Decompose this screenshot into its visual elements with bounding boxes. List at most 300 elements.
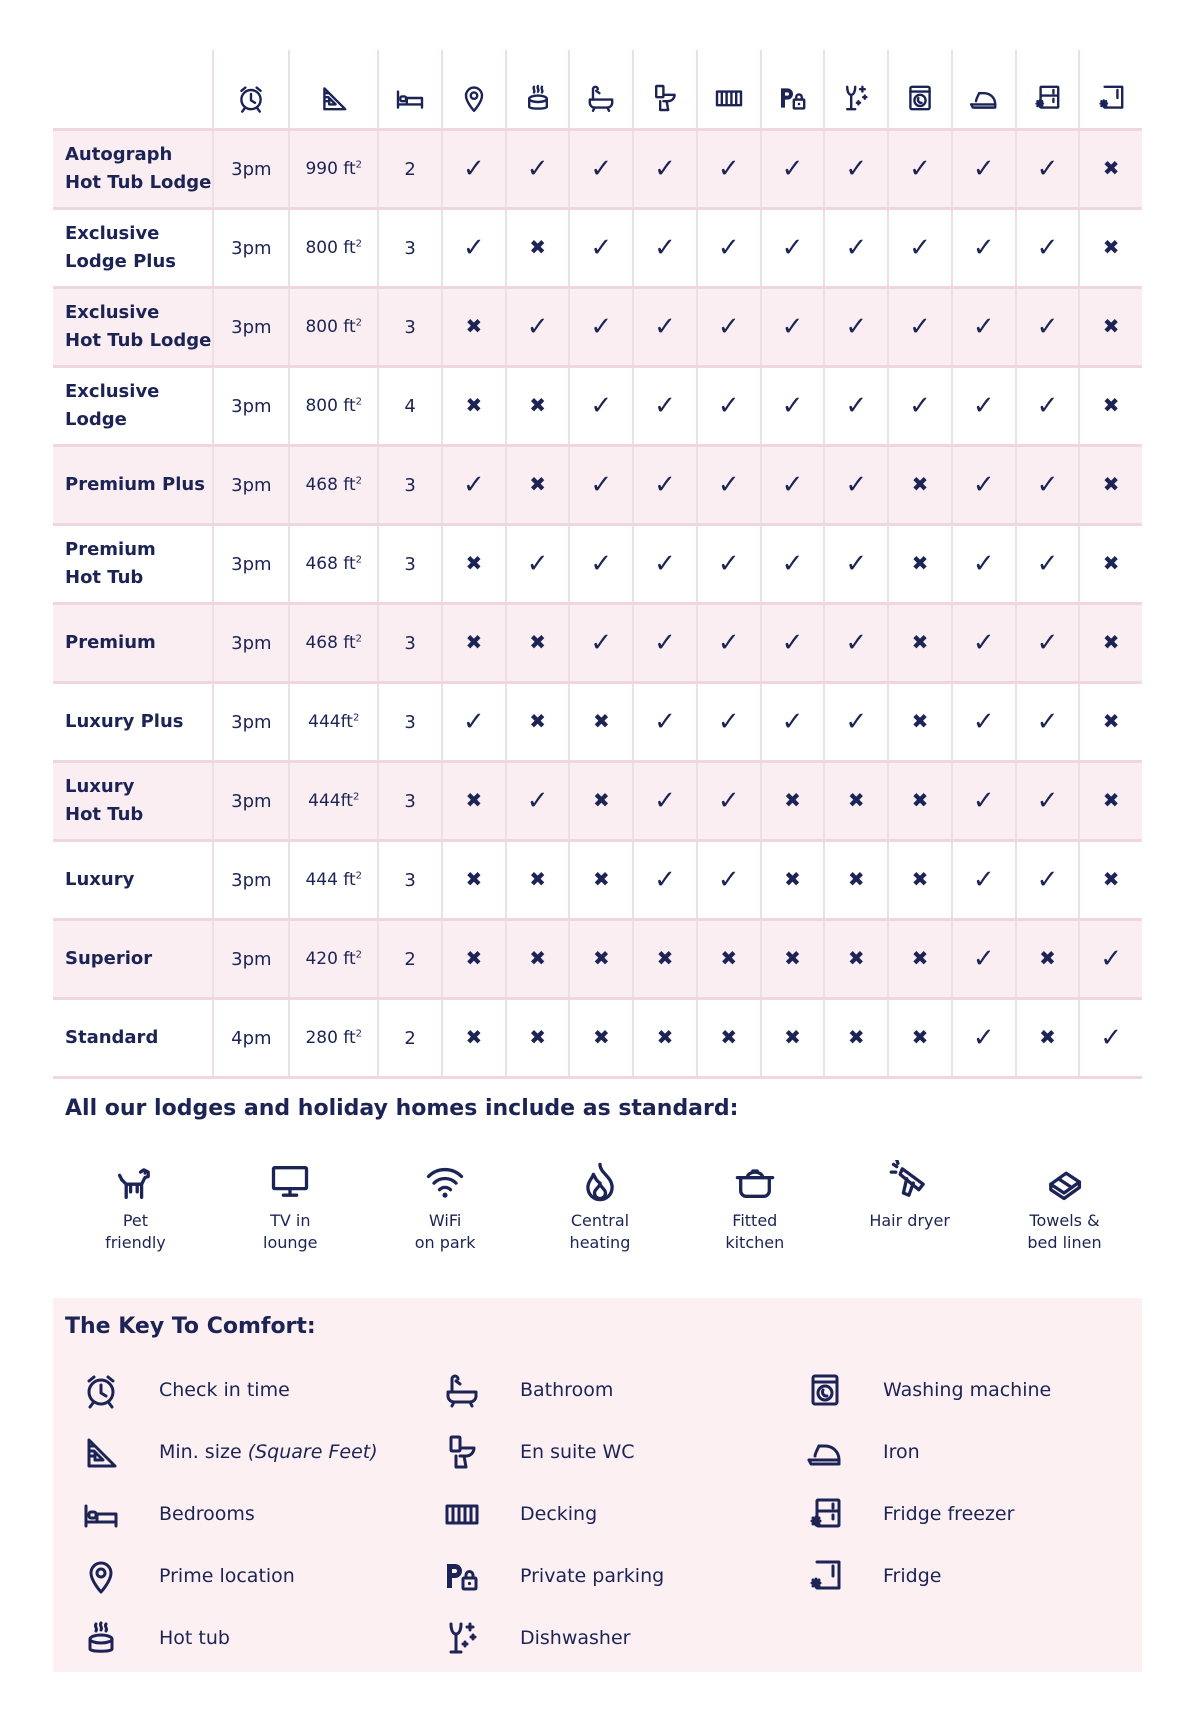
header-private-parking-icon	[761, 50, 825, 130]
feature-cell-fridge-freezer	[1016, 683, 1080, 762]
check-icon: ✓	[845, 470, 868, 500]
check-icon: ✓	[462, 470, 485, 500]
cross-icon: ✖	[465, 630, 483, 654]
key-item-text: Iron	[883, 1441, 920, 1463]
min-size	[289, 367, 378, 446]
standard-feature	[368, 1160, 523, 1254]
feature-cell-dishwasher	[824, 209, 888, 288]
standard-feature	[832, 1160, 987, 1254]
feature-cell-fridge-freezer	[1016, 288, 1080, 367]
feature-cell-dishwasher	[824, 683, 888, 762]
feature-cell-hot-tub	[506, 525, 570, 604]
key-item-text: Fridge	[883, 1565, 942, 1587]
key-item-label	[520, 1503, 597, 1525]
standard-feature	[987, 1160, 1142, 1254]
feature-cell-dishwasher	[824, 762, 888, 841]
standard-feature	[677, 1160, 832, 1254]
standard-feature-label: Hair dryer	[869, 1211, 950, 1230]
size-unit-superscript: 2	[352, 712, 360, 724]
feature-cell-prime-location	[442, 367, 506, 446]
cross-icon: ✖	[1102, 235, 1120, 259]
fridge-freezer-icon	[795, 1494, 855, 1534]
bath-icon	[432, 1370, 492, 1410]
key-item-label	[883, 1379, 1051, 1401]
cross-icon: ✖	[465, 788, 483, 812]
cross-icon: ✖	[1102, 709, 1120, 733]
cross-icon: ✖	[529, 867, 546, 891]
check-icon: ✓	[972, 312, 995, 342]
check-icon: ✓	[654, 549, 676, 579]
feature-cell-en-suite-wc	[633, 683, 697, 762]
feature-cell-fridge	[1079, 130, 1142, 209]
check-icon: ✓	[1036, 233, 1059, 263]
key-item-label	[159, 1627, 230, 1649]
washing-machine-icon	[889, 82, 951, 114]
min-size	[289, 525, 378, 604]
check-icon: ✓	[654, 628, 676, 658]
bedrooms-count: 3	[378, 209, 442, 288]
check-icon: ✓	[654, 786, 676, 816]
check-icon: ✓	[781, 233, 804, 263]
table-row	[53, 841, 1142, 920]
feature-cell-washing-machine	[888, 683, 952, 762]
table-row	[53, 525, 1142, 604]
min-size-value: 444ft	[308, 791, 353, 811]
key-item-text: Min. size	[159, 1441, 242, 1463]
fridge-icon	[795, 1556, 855, 1596]
cross-icon: ✖	[529, 393, 546, 417]
feature-cell-washing-machine	[888, 920, 952, 999]
bed-icon	[71, 1494, 131, 1534]
check-icon: ✓	[781, 470, 804, 500]
header-decking-icon	[697, 50, 761, 130]
min-size-value: 800 ft	[305, 238, 356, 258]
feature-cell-en-suite-wc	[633, 525, 697, 604]
check-icon: ✓	[845, 549, 868, 579]
cross-icon: ✖	[847, 946, 865, 970]
header-bath-icon	[569, 50, 633, 130]
lodge-name-line: Standard	[65, 1027, 159, 1048]
min-size	[289, 604, 378, 683]
lodge-name-line: Luxury Plus	[65, 711, 184, 732]
feature-cell-hot-tub	[506, 683, 570, 762]
feature-cell-dishwasher	[824, 999, 888, 1078]
feature-cell-iron	[952, 841, 1016, 920]
feature-cell-iron	[952, 762, 1016, 841]
feature-cell-hot-tub	[506, 604, 570, 683]
cross-icon: ✖	[911, 1025, 929, 1049]
standard-feature-label: on park	[414, 1233, 476, 1252]
feature-cell-bathroom	[569, 841, 633, 920]
header-washing-machine-icon	[888, 50, 952, 130]
check-icon: ✓	[781, 312, 804, 342]
check-icon: ✓	[1036, 707, 1059, 737]
check-icon: ✓	[972, 1023, 995, 1053]
table-header-row	[53, 50, 1142, 130]
check-icon: ✓	[590, 154, 613, 184]
check-icon: ✓	[781, 391, 804, 421]
feature-cell-fridge	[1079, 209, 1142, 288]
feature-cell-dishwasher	[824, 920, 888, 999]
feature-cell-en-suite-wc	[633, 604, 697, 683]
bedrooms-count: 4	[378, 367, 442, 446]
key-item-text: Decking	[520, 1503, 598, 1525]
standard-features-title: All our lodges and holiday homes include as standard:	[65, 1096, 739, 1121]
table-row	[53, 999, 1142, 1078]
feature-cell-iron	[952, 288, 1016, 367]
feature-cell-washing-machine	[888, 130, 952, 209]
key-item-text: Fridge freezer	[883, 1503, 1015, 1525]
min-size	[289, 920, 378, 999]
feature-cell-en-suite-wc	[633, 288, 697, 367]
feature-cell-fridge	[1079, 604, 1142, 683]
header-blank-cell	[53, 50, 213, 130]
min-size-value: 800 ft	[305, 396, 356, 416]
bedrooms-count: 3	[378, 604, 442, 683]
standard-feature-label: Pet	[122, 1211, 149, 1230]
check-icon: ✓	[462, 154, 485, 184]
min-size	[289, 999, 378, 1078]
feature-cell-hot-tub	[506, 999, 570, 1078]
check-icon: ✓	[909, 312, 931, 342]
min-size-value: 990 ft	[305, 159, 356, 179]
min-size-value: 800 ft	[305, 317, 356, 337]
cross-icon: ✖	[465, 1025, 483, 1049]
bedrooms-count: 3	[378, 525, 442, 604]
cross-icon: ✖	[847, 788, 865, 812]
feature-cell-fridge-freezer	[1016, 367, 1080, 446]
key-item	[71, 1618, 230, 1658]
lodge-name-line: Lodge Plus	[65, 251, 176, 272]
feature-cell-prime-location	[442, 525, 506, 604]
standard-feature-label: WiFi	[428, 1211, 462, 1230]
feature-cell-dishwasher	[824, 841, 888, 920]
cross-icon: ✖	[911, 472, 929, 496]
cross-icon: ✖	[911, 946, 929, 970]
feature-cell-decking	[697, 762, 761, 841]
pot-icon	[677, 1160, 832, 1204]
key-item	[432, 1556, 664, 1596]
feature-cell-bathroom	[569, 762, 633, 841]
feature-cell-fridge-freezer	[1016, 525, 1080, 604]
size-unit-superscript: 2	[355, 554, 363, 566]
lodge-name	[53, 367, 213, 446]
check-icon: ✓	[1036, 865, 1059, 895]
key-item-label	[520, 1379, 613, 1401]
feature-cell-dishwasher	[824, 130, 888, 209]
cross-icon: ✖	[784, 946, 801, 970]
lodge-name-line: Luxury	[65, 776, 135, 797]
feature-cell-private-parking	[761, 920, 825, 999]
bed-icon	[379, 82, 441, 114]
key-item	[71, 1432, 378, 1472]
check-icon: ✓	[717, 154, 740, 184]
table-row	[53, 762, 1142, 841]
standard-feature-label: friendly	[105, 1233, 166, 1252]
cross-icon: ✖	[847, 867, 865, 891]
cross-icon: ✖	[1039, 1025, 1056, 1049]
key-item-label	[883, 1503, 1014, 1525]
key-item	[795, 1494, 1014, 1534]
private-parking-icon	[762, 82, 824, 114]
feature-cell-private-parking	[761, 841, 825, 920]
dishwasher-icon	[825, 82, 887, 114]
cross-icon: ✖	[911, 551, 929, 575]
standard-feature	[523, 1160, 678, 1254]
feature-cell-fridge-freezer	[1016, 841, 1080, 920]
check-icon: ✓	[909, 391, 931, 421]
check-icon: ✓	[590, 549, 613, 579]
cross-icon: ✖	[847, 1025, 865, 1049]
key-item	[71, 1370, 290, 1410]
cross-icon: ✖	[1102, 156, 1120, 180]
check-icon: ✓	[972, 865, 995, 895]
lodge-name	[53, 999, 213, 1078]
table-row	[53, 683, 1142, 762]
bedrooms-count: 2	[378, 920, 442, 999]
standard-feature	[213, 1160, 368, 1254]
feature-cell-en-suite-wc	[633, 130, 697, 209]
cross-icon: ✖	[911, 709, 929, 733]
feature-cell-dishwasher	[824, 367, 888, 446]
check-icon: ✓	[845, 154, 868, 184]
table-row	[53, 288, 1142, 367]
lodge-name-line: Hot Tub	[65, 804, 144, 825]
key-item-text: Private parking	[520, 1565, 665, 1587]
cross-icon: ✖	[592, 867, 610, 891]
check-icon: ✓	[1036, 786, 1059, 816]
feature-cell-washing-machine	[888, 841, 952, 920]
feature-cell-fridge	[1079, 367, 1142, 446]
feature-cell-fridge-freezer	[1016, 604, 1080, 683]
check-icon: ✓	[590, 312, 613, 342]
key-item	[71, 1556, 295, 1596]
check-icon: ✓	[1100, 1023, 1123, 1053]
cross-icon: ✖	[529, 709, 546, 733]
check-icon: ✓	[909, 233, 931, 263]
key-item-text: Bedrooms	[159, 1503, 255, 1525]
feature-cell-decking	[697, 920, 761, 999]
cross-icon: ✖	[529, 630, 546, 654]
feature-cell-dishwasher	[824, 604, 888, 683]
wifi-icon	[368, 1160, 523, 1204]
towels-icon	[987, 1160, 1142, 1204]
feature-cell-en-suite-wc	[633, 446, 697, 525]
feature-cell-fridge-freezer	[1016, 999, 1080, 1078]
feature-cell-bathroom	[569, 999, 633, 1078]
lodge-name	[53, 288, 213, 367]
check-in-time: 3pm	[213, 683, 289, 762]
cross-icon: ✖	[592, 788, 610, 812]
lodge-name-line: Premium	[65, 632, 156, 653]
key-item-text: Check in time	[159, 1379, 290, 1401]
key-item	[795, 1432, 920, 1472]
washing-machine-icon	[795, 1370, 855, 1410]
feature-cell-en-suite-wc	[633, 762, 697, 841]
cross-icon: ✖	[1102, 867, 1120, 891]
standard-feature-label: heating	[569, 1233, 631, 1252]
iron-icon	[953, 82, 1015, 114]
size-unit-superscript: 2	[355, 870, 363, 882]
feature-cell-private-parking	[761, 604, 825, 683]
check-icon: ✓	[717, 312, 740, 342]
key-item	[71, 1494, 255, 1534]
feature-cell-private-parking	[761, 525, 825, 604]
feature-cell-private-parking	[761, 288, 825, 367]
feature-cell-iron	[952, 999, 1016, 1078]
feature-cell-en-suite-wc	[633, 999, 697, 1078]
min-size-value: 420 ft	[305, 949, 356, 969]
cross-icon: ✖	[656, 946, 674, 970]
feature-cell-bathroom	[569, 367, 633, 446]
feature-cell-prime-location	[442, 683, 506, 762]
lodge-name	[53, 762, 213, 841]
feature-cell-iron	[952, 130, 1016, 209]
standard-features-list	[58, 1160, 1142, 1254]
feature-cell-private-parking	[761, 130, 825, 209]
standard-feature-label: Fitted	[732, 1211, 778, 1230]
check-icon: ✓	[972, 470, 995, 500]
lodge-name	[53, 209, 213, 288]
check-in-time: 3pm	[213, 604, 289, 683]
feature-cell-fridge-freezer	[1016, 762, 1080, 841]
min-size	[289, 130, 378, 209]
check-icon: ✓	[1036, 312, 1059, 342]
flame-icon	[523, 1160, 678, 1204]
check-icon: ✓	[909, 154, 931, 184]
feature-cell-prime-location	[442, 446, 506, 525]
check-in-time: 3pm	[213, 446, 289, 525]
feature-cell-hot-tub	[506, 367, 570, 446]
cross-icon: ✖	[529, 472, 546, 496]
cross-icon: ✖	[592, 1025, 610, 1049]
key-item-label	[520, 1565, 664, 1587]
feature-cell-hot-tub	[506, 920, 570, 999]
header-bed-icon	[378, 50, 442, 130]
feature-cell-hot-tub	[506, 841, 570, 920]
key-item	[432, 1618, 630, 1658]
feature-cell-decking	[697, 288, 761, 367]
key-item-text: Hot tub	[159, 1627, 230, 1649]
cross-icon: ✖	[465, 946, 483, 970]
check-icon: ✓	[590, 391, 613, 421]
feature-cell-fridge-freezer	[1016, 130, 1080, 209]
lodge-name-line: Exclusive Lodge	[65, 381, 160, 430]
dishwasher-icon	[432, 1618, 492, 1658]
feature-cell-private-parking	[761, 209, 825, 288]
size-unit-superscript: 2	[355, 1028, 363, 1040]
check-in-time: 3pm	[213, 920, 289, 999]
feature-cell-washing-machine	[888, 525, 952, 604]
check-icon: ✓	[1036, 470, 1059, 500]
hot-tub-icon	[507, 82, 569, 114]
feature-cell-private-parking	[761, 683, 825, 762]
private-parking-icon	[432, 1556, 492, 1596]
feature-cell-dishwasher	[824, 525, 888, 604]
feature-cell-private-parking	[761, 446, 825, 525]
check-icon: ✓	[972, 628, 995, 658]
size-unit-superscript: 2	[355, 949, 363, 961]
feature-cell-decking	[697, 367, 761, 446]
check-icon: ✓	[972, 707, 995, 737]
feature-cell-en-suite-wc	[633, 920, 697, 999]
min-size-value: 444ft	[308, 712, 353, 732]
table-row	[53, 920, 1142, 999]
lodge-name	[53, 841, 213, 920]
header-hot-tub-icon	[506, 50, 570, 130]
cross-icon: ✖	[1102, 314, 1120, 338]
feature-cell-bathroom	[569, 288, 633, 367]
feature-cell-bathroom	[569, 446, 633, 525]
feature-cell-fridge	[1079, 288, 1142, 367]
feature-cell-bathroom	[569, 209, 633, 288]
min-size	[289, 841, 378, 920]
table-row	[53, 367, 1142, 446]
feature-cell-fridge	[1079, 999, 1142, 1078]
feature-cell-washing-machine	[888, 367, 952, 446]
feature-cell-washing-machine	[888, 209, 952, 288]
cross-icon: ✖	[1102, 551, 1120, 575]
feature-cell-washing-machine	[888, 604, 952, 683]
cross-icon: ✖	[592, 946, 610, 970]
feature-cell-dishwasher	[824, 446, 888, 525]
check-icon: ✓	[781, 628, 804, 658]
key-panel	[53, 1298, 1142, 1672]
cross-icon: ✖	[911, 867, 929, 891]
check-icon: ✓	[717, 628, 740, 658]
lodge-name-line: Exclusive	[65, 223, 160, 244]
check-icon: ✓	[526, 549, 549, 579]
check-icon: ✓	[717, 865, 740, 895]
feature-cell-fridge-freezer	[1016, 209, 1080, 288]
cross-icon: ✖	[784, 867, 801, 891]
size-unit-superscript: 2	[355, 475, 363, 487]
feature-cell-dishwasher	[824, 288, 888, 367]
standard-feature-label: lounge	[263, 1233, 318, 1252]
check-in-time: 3pm	[213, 367, 289, 446]
feature-cell-hot-tub	[506, 762, 570, 841]
feature-cell-hot-tub	[506, 288, 570, 367]
check-in-time: 3pm	[213, 130, 289, 209]
feature-cell-washing-machine	[888, 288, 952, 367]
check-icon: ✓	[845, 628, 868, 658]
set-square-icon	[290, 82, 377, 114]
hot-tub-icon	[71, 1618, 131, 1658]
check-icon: ✓	[654, 312, 676, 342]
key-item-label	[159, 1379, 290, 1401]
lodge-name	[53, 446, 213, 525]
feature-cell-iron	[952, 446, 1016, 525]
check-icon: ✓	[654, 865, 676, 895]
check-in-time: 3pm	[213, 209, 289, 288]
cross-icon: ✖	[592, 709, 610, 733]
standard-feature-label: Towels &	[1029, 1211, 1100, 1230]
feature-cell-prime-location	[442, 999, 506, 1078]
key-item	[795, 1556, 941, 1596]
toilet-icon	[634, 82, 696, 114]
lodge-name	[53, 920, 213, 999]
size-unit-superscript: 2	[355, 633, 363, 645]
lodge-name-line: Superior	[65, 948, 153, 969]
key-item-label	[520, 1627, 630, 1649]
feature-cell-fridge	[1079, 446, 1142, 525]
feature-cell-fridge	[1079, 683, 1142, 762]
key-item-label	[520, 1441, 635, 1463]
check-icon: ✓	[717, 549, 740, 579]
check-icon: ✓	[1036, 154, 1059, 184]
fridge-icon	[1080, 82, 1142, 114]
check-icon: ✓	[972, 549, 995, 579]
